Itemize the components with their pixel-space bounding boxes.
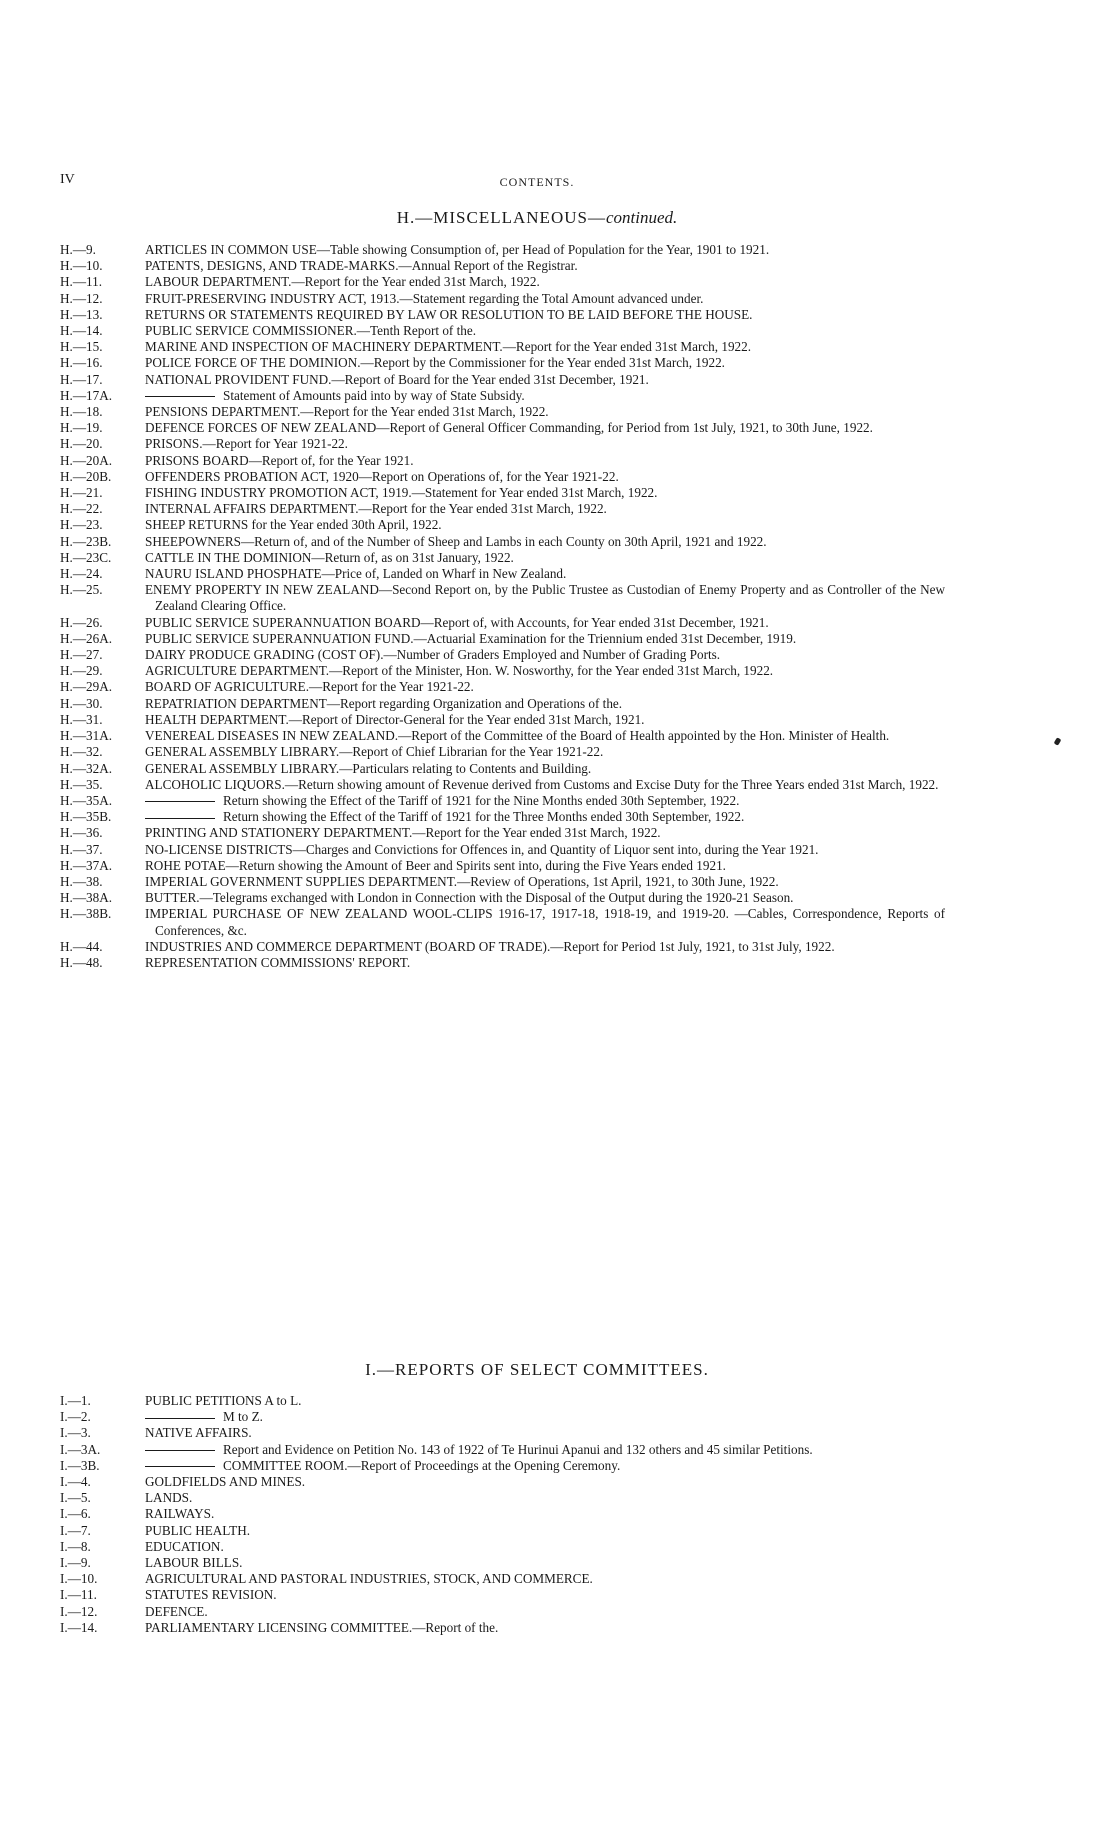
- toc-entry: [60, 712, 945, 728]
- toc-entry: [60, 1458, 945, 1474]
- entry-continuation: [145, 1442, 945, 1458]
- toc-entry: [60, 1555, 945, 1571]
- entry-code: H.—31.: [60, 711, 103, 727]
- toc-entry: [60, 631, 945, 647]
- toc-entry: [60, 1587, 945, 1603]
- toc-entry: [60, 1604, 945, 1620]
- toc-entry: [60, 550, 945, 566]
- entry-code: H.—32A.: [60, 760, 113, 776]
- entry-text: Return showing the Effect of the Tariff of 1921 for the Three Months ended 30th September, 1922.: [223, 809, 745, 825]
- entry-continuation: [145, 809, 945, 825]
- entry-text: PENSIONS DEPARTMENT.—Report for the Year ended 31st March, 1922.: [145, 404, 549, 420]
- entry-text: IMPERIAL GOVERNMENT SUPPLIES DEPARTMENT.—Review of Operations, 1st April, 1921, to 30th June, 1922.: [145, 873, 779, 889]
- toc-entry: [60, 728, 945, 744]
- entry-code: I.—3.: [60, 1425, 91, 1441]
- toc-entry: [60, 1523, 945, 1539]
- ditto-dash: [145, 396, 215, 397]
- toc-entry: [60, 372, 945, 388]
- entry-code: H.—11.: [60, 274, 103, 290]
- toc-entry: [60, 906, 945, 938]
- entry-text: PRISONS.—Report for Year 1921-22.: [145, 436, 348, 452]
- entry-code: I.—5.: [60, 1490, 91, 1506]
- entry-text: PUBLIC PETITIONS A to L.: [145, 1393, 302, 1408]
- entry-code: H.—35B.: [60, 809, 112, 825]
- entry-code: H.—17.: [60, 371, 103, 387]
- toc-entry: [60, 1571, 945, 1587]
- entry-code: H.—35A.: [60, 792, 113, 808]
- toc-entry: [60, 517, 945, 533]
- toc-entry: [60, 566, 945, 582]
- toc-entry: [60, 436, 945, 452]
- toc-entry: [60, 663, 945, 679]
- entry-text: SHEEP RETURNS for the Year ended 30th April, 1922.: [145, 517, 442, 533]
- entry-text: POLICE FORCE OF THE DOMINION.—Report by the Commissioner for the Year ended 31st March, 1922.: [145, 355, 725, 371]
- entry-text: INDUSTRIES AND COMMERCE DEPARTMENT (BOARD OF TRADE).—Report for Period 1st July, 1921, to 31st July, 1922.: [145, 938, 835, 954]
- entry-code: H.—20.: [60, 436, 103, 452]
- entry-text: ROHE POTAE—Return showing the Amount of Beer and Spirits sent into, during the Five Years ended 1921.: [145, 857, 726, 873]
- entry-code: H.—21.: [60, 485, 103, 501]
- entry-continuation: [145, 388, 945, 404]
- toc-entry: [60, 679, 945, 695]
- entry-text: OFFENDERS PROBATION ACT, 1920—Report on Operations of, for the Year 1921-22.: [145, 468, 619, 484]
- toc-entry: [60, 307, 945, 323]
- entry-code: H.—18.: [60, 404, 103, 420]
- entry-code: I.—14.: [60, 1619, 98, 1635]
- entry-text: LABOUR BILLS.: [145, 1555, 243, 1571]
- toc-entry: [60, 501, 945, 517]
- entry-text: REPATRIATION DEPARTMENT—Report regarding Organization and Operations of the.: [145, 695, 623, 711]
- toc-entry: [60, 534, 945, 550]
- entry-text: MARINE AND INSPECTION OF MACHINERY DEPARTMENT.—Report for the Year ended 31st March, 1922.: [145, 339, 752, 355]
- toc-entry: [60, 291, 945, 307]
- toc-entry: [60, 1506, 945, 1522]
- ditto-dash: [145, 801, 215, 802]
- entry-text: M to Z.: [223, 1409, 263, 1425]
- entry-code: H.—38A.: [60, 890, 113, 906]
- section-i-list: [60, 1393, 945, 1636]
- entry-code: I.—7.: [60, 1522, 91, 1538]
- entry-text: REPRESENTATION COMMISSIONS' REPORT.: [145, 954, 411, 970]
- entry-code: I.—11.: [60, 1587, 97, 1603]
- entry-code: H.—23B.: [60, 533, 112, 549]
- entry-code: H.—20A.: [60, 452, 113, 468]
- toc-entry: [60, 242, 945, 258]
- entry-code: H.—36.: [60, 825, 103, 841]
- toc-entry: [60, 469, 945, 485]
- entry-code: I.—9.: [60, 1555, 91, 1571]
- toc-entry: [60, 858, 945, 874]
- section-i-title: I.—REPORTS OF SELECT COMMITTEES.: [365, 1360, 709, 1379]
- entry-code: H.—14.: [60, 323, 103, 339]
- entry-text: VENEREAL DISEASES IN NEW ZEALAND.—Report of the Committee of the Board of Health appointed by the Hon. Minister of Health.: [145, 728, 890, 744]
- entry-continuation: [145, 1458, 945, 1474]
- entry-code: H.—23C.: [60, 549, 112, 565]
- toc-entry: [60, 388, 945, 404]
- entry-text: AGRICULTURAL AND PASTORAL INDUSTRIES, STOCK, AND COMMERCE.: [145, 1571, 593, 1587]
- entry-code: I.—3B.: [60, 1457, 100, 1473]
- section-h-list: [60, 242, 945, 971]
- entry-text: GENERAL ASSEMBLY LIBRARY.—Report of Chief Librarian for the Year 1921-22.: [145, 744, 604, 760]
- entry-code: H.—12.: [60, 290, 103, 306]
- entry-code: H.—15.: [60, 339, 103, 355]
- entry-text: FRUIT-PRESERVING INDUSTRY ACT, 1913.—Statement regarding the Total Amount advanced under.: [145, 290, 704, 306]
- entry-text: STATUTES REVISION.: [145, 1587, 277, 1603]
- entry-text: BOARD OF AGRICULTURE.—Report for the Year 1921-22.: [145, 679, 474, 695]
- entry-code: H.—24.: [60, 566, 103, 582]
- entry-code: I.—3A.: [60, 1441, 101, 1457]
- entry-text: LABOUR DEPARTMENT.—Report for the Year ended 31st March, 1922.: [145, 274, 540, 290]
- entry-text: Report and Evidence on Petition No. 143 of 1922 of Te Hurinui Apanui and 132 others and 45 similar Petitions.: [223, 1441, 813, 1457]
- ink-speck: [1054, 737, 1062, 746]
- entry-code: H.—35.: [60, 776, 103, 792]
- entry-code: I.—12.: [60, 1603, 98, 1619]
- entry-text: BUTTER.—Telegrams exchanged with London in Connection with the Disposal of the Output during the 1920-21 Season.: [145, 890, 794, 906]
- toc-entry: [60, 842, 945, 858]
- entry-code: H.—20B.: [60, 468, 112, 484]
- ditto-dash: [145, 1418, 215, 1419]
- entry-code: H.—48.: [60, 954, 103, 970]
- toc-entry: [60, 323, 945, 339]
- running-title: CONTENTS.: [499, 175, 575, 189]
- toc-entry: [60, 355, 945, 371]
- entry-text: PARLIAMENTARY LICENSING COMMITTEE.—Report of the.: [145, 1619, 499, 1635]
- entry-text: ARTICLES IN COMMON USE—Table showing Consumption of, per Head of Population for the Year, 1901 to 1921.: [145, 242, 770, 257]
- entry-text: DEFENCE.: [145, 1603, 208, 1619]
- entry-code: H.—32.: [60, 744, 103, 760]
- entry-code: H.—44.: [60, 938, 103, 954]
- ditto-dash: [145, 1450, 215, 1451]
- toc-entry: [60, 582, 945, 614]
- toc-entry: [60, 258, 945, 274]
- ditto-dash: [145, 1466, 215, 1467]
- entry-text: ENEMY PROPERTY IN NEW ZEALAND—Second Report on, by the Public Trustee as Custodian of Enemy Property and as Controller of the New Zealand Clearing Office.: [145, 582, 945, 614]
- toc-entry: [60, 1442, 945, 1458]
- toc-entry: [60, 453, 945, 469]
- entry-text: INTERNAL AFFAIRS DEPARTMENT.—Report for the Year ended 31st March, 1922.: [145, 501, 607, 517]
- toc-entry: [60, 955, 945, 971]
- entry-code: H.—25.: [60, 582, 103, 598]
- entry-text: CATTLE IN THE DOMINION—Return of, as on 31st January, 1922.: [145, 549, 514, 565]
- toc-entry: [60, 339, 945, 355]
- entry-code: H.—23.: [60, 517, 103, 533]
- entry-code: H.—26A.: [60, 630, 113, 646]
- entry-code: H.—16.: [60, 355, 103, 371]
- entry-code: I.—6.: [60, 1506, 91, 1522]
- entry-code: H.—17A.: [60, 387, 113, 403]
- entry-code: H.—31A.: [60, 728, 113, 744]
- toc-entry: [60, 404, 945, 420]
- toc-entry: [60, 274, 945, 290]
- toc-entry: [60, 696, 945, 712]
- entry-text: Statement of Amounts paid into by way of State Subsidy.: [223, 387, 525, 403]
- entry-continuation: [145, 793, 945, 809]
- entry-continuation: [145, 1409, 945, 1425]
- entry-code: I.—8.: [60, 1538, 91, 1554]
- toc-entry: [60, 744, 945, 760]
- toc-entry: [60, 485, 945, 501]
- entry-code: H.—37A.: [60, 857, 113, 873]
- toc-entry: [60, 1490, 945, 1506]
- toc-entry: [60, 761, 945, 777]
- toc-entry: [60, 874, 945, 890]
- entry-code: H.—37.: [60, 841, 103, 857]
- toc-entry: [60, 1474, 945, 1490]
- entry-text: RAILWAYS.: [145, 1506, 215, 1522]
- entry-text: ALCOHOLIC LIQUORS.—Return showing amount of Revenue derived from Customs and Excise Duty for the Three Years ended 31st March, 1922.: [145, 776, 939, 792]
- toc-entry: [60, 1425, 945, 1441]
- entry-text: GOLDFIELDS AND MINES.: [145, 1474, 306, 1490]
- entry-code: H.—10.: [60, 258, 103, 274]
- entry-text: GENERAL ASSEMBLY LIBRARY.—Particulars relating to Contents and Building.: [145, 760, 592, 776]
- toc-entry: [60, 1409, 945, 1425]
- toc-entry: [60, 825, 945, 841]
- toc-entry: [60, 809, 945, 825]
- entry-code: H.—22.: [60, 501, 103, 517]
- entry-text: HEALTH DEPARTMENT.—Report of Director-General for the Year ended 31st March, 1921.: [145, 711, 645, 727]
- section-h-title: [0, 208, 1074, 228]
- entry-text: NATIVE AFFAIRS.: [145, 1425, 252, 1441]
- entry-text: COMMITTEE ROOM.—Report of Proceedings at the Opening Ceremony.: [223, 1457, 621, 1473]
- entry-code: H.—9.: [60, 242, 96, 257]
- entry-text: PUBLIC SERVICE SUPERANNUATION FUND.—Actuarial Examination for the Triennium ended 31st December, 1919.: [145, 630, 797, 646]
- entry-code: I.—4.: [60, 1474, 91, 1490]
- entry-code: I.—10.: [60, 1571, 98, 1587]
- toc-entry: [60, 615, 945, 631]
- entry-text: IMPERIAL PURCHASE OF NEW ZEALAND WOOL-CLIPS 1916-17, 1917-18, 1918-19, and 1919-20. —Cables, Correspondence, Reports of Conferences, &c.: [145, 906, 945, 938]
- entry-text: LANDS.: [145, 1490, 193, 1506]
- entry-code: H.—13.: [60, 306, 103, 322]
- entry-code: H.—19.: [60, 420, 103, 436]
- entry-text: NAURU ISLAND PHOSPHATE—Price of, Landed on Wharf in New Zealand.: [145, 566, 567, 582]
- entry-code: H.—26.: [60, 614, 103, 630]
- entry-code: H.—29.: [60, 663, 103, 679]
- entry-text: NATIONAL PROVIDENT FUND.—Report of Board for the Year ended 31st December, 1921.: [145, 371, 649, 387]
- entry-text: DAIRY PRODUCE GRADING (COST OF).—Number of Graders Employed and Number of Grading Ports.: [145, 647, 721, 663]
- entry-text: PUBLIC SERVICE SUPERANNUATION BOARD—Report of, with Accounts, for Year ended 31st December, 1921.: [145, 614, 769, 630]
- entry-text: PRINTING AND STATIONERY DEPARTMENT.—Report for the Year ended 31st March, 1922.: [145, 825, 661, 841]
- entry-text: DEFENCE FORCES OF NEW ZEALAND—Report of General Officer Commanding, for Period from 1st July, 1921, to 30th June, 1922.: [145, 420, 873, 436]
- entry-text: PRISONS BOARD—Report of, for the Year 1921.: [145, 452, 414, 468]
- entry-text: EDUCATION.: [145, 1538, 224, 1554]
- entry-code: I.—1.: [60, 1393, 91, 1408]
- entry-text: Return showing the Effect of the Tariff of 1921 for the Nine Months ended 30th September, 1922.: [223, 792, 740, 808]
- entry-text: SHEEPOWNERS—Return of, and of the Number of Sheep and Lambs in each County on 30th April, 1921 and 1922.: [145, 533, 767, 549]
- toc-entry: [60, 890, 945, 906]
- toc-entry: [60, 793, 945, 809]
- entry-code: H.—29A.: [60, 679, 113, 695]
- entry-text: PUBLIC SERVICE COMMISSIONER.—Tenth Report of the.: [145, 323, 477, 339]
- toc-entry: [60, 647, 945, 663]
- page-number: IV: [60, 172, 75, 187]
- toc-entry: [60, 777, 945, 793]
- ditto-dash: [145, 818, 215, 819]
- entry-code: H.—30.: [60, 695, 103, 711]
- entry-text: PATENTS, DESIGNS, AND TRADE-MARKS.—Annual Report of the Registrar.: [145, 258, 578, 274]
- entry-text: RETURNS OR STATEMENTS REQUIRED BY LAW OR RESOLUTION TO BE LAID BEFORE THE HOUSE.: [145, 306, 753, 322]
- entry-text: AGRICULTURE DEPARTMENT.—Report of the Minister, Hon. W. Nosworthy, for the Year ended 31st March, 1922.: [145, 663, 774, 679]
- toc-entry: [60, 1393, 945, 1409]
- toc-entry: [60, 1620, 945, 1636]
- toc-entry: [60, 1539, 945, 1555]
- toc-entry: [60, 420, 945, 436]
- entry-code: I.—2.: [60, 1409, 91, 1425]
- entry-text: FISHING INDUSTRY PROMOTION ACT, 1919.—Statement for Year ended 31st March, 1922.: [145, 485, 658, 501]
- entry-text: PUBLIC HEALTH.: [145, 1522, 251, 1538]
- toc-entry: [60, 939, 945, 955]
- section-h-title-continued: continued.: [605, 208, 678, 227]
- entry-code: H.—27.: [60, 647, 103, 663]
- entry-text: NO-LICENSE DISTRICTS—Charges and Convictions for Offences in, and Quantity of Liquor sent into, during the Year 1921.: [145, 841, 819, 857]
- entry-code: H.—38.: [60, 873, 103, 889]
- entry-code: H.—38B.: [60, 906, 112, 922]
- section-h-title-main: H.—MISCELLANEOUS—: [396, 208, 606, 227]
